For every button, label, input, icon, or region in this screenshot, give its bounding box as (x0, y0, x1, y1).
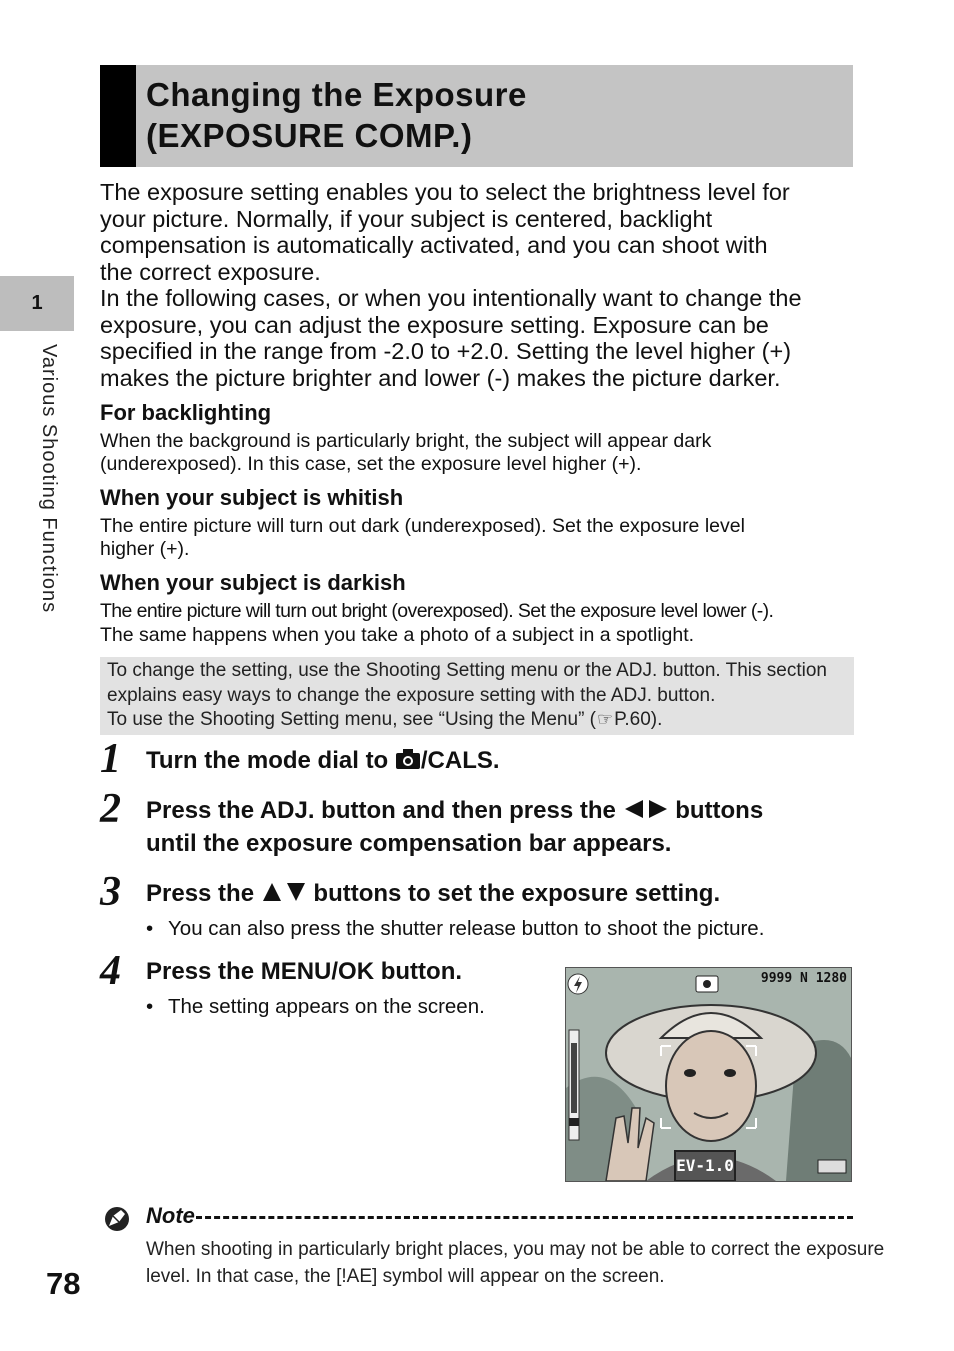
note-pen-icon (103, 1204, 131, 1232)
camera-lcd-screenshot (565, 967, 852, 1182)
lcd-ev-label: EV-1.0 (674, 1150, 736, 1182)
intro-line: exposure, you can adjust the exposure setting. Exposure can be (100, 311, 769, 338)
step-3-text: Press the buttons to set the exposure setting. (146, 880, 721, 907)
note-label: Note (146, 1203, 195, 1228)
step-2-text: Press the ADJ. button and then press the buttons until the exposure compensation bar appears. (146, 797, 764, 857)
chapter-title: Various Shooting Functions (38, 344, 60, 614)
page-title-line-2: (EXPOSURE COMP.) (146, 117, 473, 154)
step-number-4: 4 (100, 948, 121, 994)
lcd-counts: 9999 N 1280 (760, 971, 847, 986)
case-text: (underexposed). In this case, set the exposure level higher (+). (100, 453, 642, 475)
case-text: When the background is particularly bright, the subject will appear dark (100, 430, 712, 452)
intro-line: In the following cases, or when you intentionally want to change the (100, 285, 802, 311)
note-line: When shooting in particularly bright places, you may not be able to correct the exposure (146, 1239, 885, 1260)
step-4-bullet: • The setting appears on the screen. (146, 995, 485, 1018)
up-down-arrow-icon (261, 881, 307, 903)
step-number-2: 2 (100, 786, 121, 832)
page-number: 78 (46, 1266, 81, 1301)
note-divider (196, 1216, 853, 1219)
step-number-1: 1 (100, 736, 121, 782)
case-heading-whitish: When your subject is whitish (100, 485, 404, 510)
case-heading-backlighting: For backlighting (100, 400, 272, 425)
case-text: The entire picture will turn out bright (overexposed). Set the exposure level lower (-). (100, 600, 774, 622)
page-title-line-1: Changing the Exposure (146, 76, 527, 113)
chapter-number: 1 (31, 292, 43, 314)
note-line: level. In that case, the [!AE] symbol will appear on the screen. (146, 1266, 665, 1287)
case-text: The entire picture will turn out dark (underexposed). Set the exposure level (100, 515, 745, 537)
intro-line: The exposure setting enables you to select the brightness level for (100, 179, 790, 205)
case-heading-darkish: When your subject is darkish (100, 570, 406, 595)
intro-line: compensation is automatically activated, and you can shoot with (100, 232, 768, 258)
title-accent-bar (100, 65, 136, 167)
camera-icon (395, 748, 421, 770)
step-1-text: Turn the mode dial to /CALS. (146, 747, 500, 774)
step-4-text: Press the MENU/OK button. (146, 958, 463, 985)
intro-line: the correct exposure. (100, 258, 321, 285)
reference-book-icon: ☞ (597, 709, 614, 729)
case-text: higher (+). (100, 538, 190, 560)
info-line-prefix: To use the Shooting Setting menu, see “Using the Menu” ( (107, 709, 596, 730)
intro-line: makes the picture brighter and lower (-) makes the picture darker. (100, 364, 781, 391)
case-text: The same happens when you take a photo of a subject in a spotlight. (100, 624, 695, 646)
intro-line: specified in the range from -2.0 to +2.0. Setting the level higher (+) (100, 338, 792, 364)
intro-line: your picture. Normally, if your subject is centered, backlight (100, 205, 713, 232)
info-line: To change the setting, use the Shooting Setting menu or the ADJ. button. This section (107, 660, 827, 681)
info-line: explains easy ways to change the exposure setting with the ADJ. button. (107, 685, 716, 706)
info-line (107, 709, 662, 731)
info-line-ref: P.60). (614, 709, 663, 730)
left-right-arrow-icon (623, 798, 669, 820)
step-3-bullet: • You can also press the shutter release button to shoot the picture. (146, 917, 765, 940)
step-number-3: 3 (100, 869, 121, 915)
